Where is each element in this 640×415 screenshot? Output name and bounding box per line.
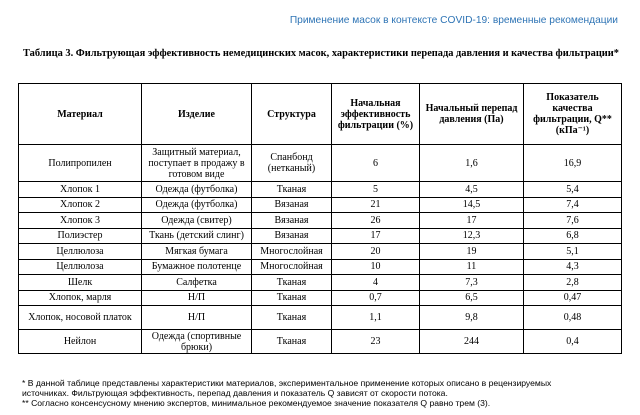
table-row	[19, 244, 622, 260]
table-row	[19, 213, 622, 229]
table-row	[19, 330, 622, 354]
cell-filtration-efficiency: 23	[332, 330, 420, 354]
cell-material: Хлопок, носовой платок	[19, 306, 142, 330]
cell-material: Хлопок 2	[19, 197, 142, 213]
cell-structure: Спанбонд (нетканый)	[252, 145, 332, 182]
cell-quality-factor: 5,4	[524, 182, 622, 198]
cell-quality-factor: 2,8	[524, 275, 622, 291]
cell-structure: Тканая	[252, 330, 332, 354]
cell-product: Н/П	[142, 290, 252, 306]
cell-material: Шелк	[19, 275, 142, 291]
cell-product: Н/П	[142, 306, 252, 330]
footnote-1: * В данной таблице представлены характеристики материалов, экспериментальное применение которых описано в рецензируемых	[22, 378, 552, 388]
cell-filtration-efficiency: 4	[332, 275, 420, 291]
cell-pressure-drop: 9,8	[420, 306, 524, 330]
cell-filtration-efficiency: 1,1	[332, 306, 420, 330]
table-row	[19, 290, 622, 306]
cell-product: Одежда (свитер)	[142, 213, 252, 229]
col-header-pressure-drop: Начальный перепад давления (Па)	[420, 84, 524, 145]
cell-product: Ткань (детский слинг)	[142, 228, 252, 244]
cell-material: Хлопок 1	[19, 182, 142, 198]
cell-filtration-efficiency: 6	[332, 145, 420, 182]
table-row	[19, 259, 622, 275]
cell-product: Бумажное полотенце	[142, 259, 252, 275]
cell-quality-factor: 0,4	[524, 330, 622, 354]
cell-quality-factor: 5,1	[524, 244, 622, 260]
cell-structure: Тканая	[252, 182, 332, 198]
cell-filtration-efficiency: 26	[332, 213, 420, 229]
cell-product: Салфетка	[142, 275, 252, 291]
cell-filtration-efficiency: 10	[332, 259, 420, 275]
cell-material: Целлюлоза	[19, 259, 142, 275]
cell-material: Полиэстер	[19, 228, 142, 244]
table-row	[19, 182, 622, 198]
cell-pressure-drop: 1,6	[420, 145, 524, 182]
table-row	[19, 306, 622, 330]
cell-filtration-efficiency: 20	[332, 244, 420, 260]
cell-product: Одежда (футболка)	[142, 182, 252, 198]
cell-material: Полипропилен	[19, 145, 142, 182]
col-header-product: Изделие	[142, 84, 252, 145]
col-header-material: Материал	[19, 84, 142, 145]
col-header-quality-factor: Показатель качества фильтрации, Q** (кПа⁻¹)	[524, 84, 622, 145]
cell-quality-factor: 16,9	[524, 145, 622, 182]
cell-structure: Тканая	[252, 290, 332, 306]
footnote-2: ** Согласно консенсусному мнению экспертов, минимальное рекомендуемое значение показателя Q равно трем (3).	[22, 398, 491, 408]
cell-filtration-efficiency: 17	[332, 228, 420, 244]
cell-filtration-efficiency: 0,7	[332, 290, 420, 306]
cell-pressure-drop: 244	[420, 330, 524, 354]
table-row	[19, 275, 622, 291]
cell-pressure-drop: 11	[420, 259, 524, 275]
table-row	[19, 145, 622, 182]
cell-pressure-drop: 7,3	[420, 275, 524, 291]
table-header-row	[19, 84, 622, 145]
cell-structure: Тканая	[252, 275, 332, 291]
cell-material: Целлюлоза	[19, 244, 142, 260]
cell-pressure-drop: 4,5	[420, 182, 524, 198]
filtration-table	[18, 83, 622, 354]
cell-structure: Многослойная	[252, 244, 332, 260]
cell-product: Одежда (спортивные брюки)	[142, 330, 252, 354]
cell-quality-factor: 7,6	[524, 213, 622, 229]
cell-product: Мягкая бумага	[142, 244, 252, 260]
cell-structure: Вязаная	[252, 213, 332, 229]
cell-structure: Тканая	[252, 306, 332, 330]
cell-pressure-drop: 14,5	[420, 197, 524, 213]
col-header-structure: Структура	[252, 84, 332, 145]
cell-quality-factor: 0,48	[524, 306, 622, 330]
cell-quality-factor: 4,3	[524, 259, 622, 275]
cell-material: Нейлон	[19, 330, 142, 354]
cell-filtration-efficiency: 5	[332, 182, 420, 198]
cell-pressure-drop: 6,5	[420, 290, 524, 306]
table-row	[19, 197, 622, 213]
cell-product: Одежда (футболка)	[142, 197, 252, 213]
cell-pressure-drop: 17	[420, 213, 524, 229]
col-header-filtration-efficiency: Начальная эффективность фильтрации (%)	[332, 84, 420, 145]
cell-material: Хлопок, марля	[19, 290, 142, 306]
table-row	[19, 228, 622, 244]
cell-filtration-efficiency: 21	[332, 197, 420, 213]
cell-pressure-drop: 12,3	[420, 228, 524, 244]
table-body	[19, 145, 622, 354]
cell-structure: Вязаная	[252, 197, 332, 213]
cell-structure: Многослойная	[252, 259, 332, 275]
cell-pressure-drop: 19	[420, 244, 524, 260]
cell-quality-factor: 0,47	[524, 290, 622, 306]
cell-structure: Вязаная	[252, 228, 332, 244]
cell-quality-factor: 6,8	[524, 228, 622, 244]
table-caption: Таблица 3. Фильтрующая эффективность немедицинских масок, характеристики перепада давления и качества фильтрации*	[23, 48, 619, 59]
cell-product: Защитный материал, поступает в продажу в готовом виде	[142, 145, 252, 182]
cell-material: Хлопок 3	[19, 213, 142, 229]
running-header: Применение масок в контексте COVID-19: временные рекомендации	[289, 15, 618, 26]
footnote-1-cont: источниках. Фильтрующая эффективность, перепад давления и показатель Q зависят от скорости потока.	[22, 388, 448, 398]
cell-quality-factor: 7,4	[524, 197, 622, 213]
footnotes	[22, 378, 622, 408]
